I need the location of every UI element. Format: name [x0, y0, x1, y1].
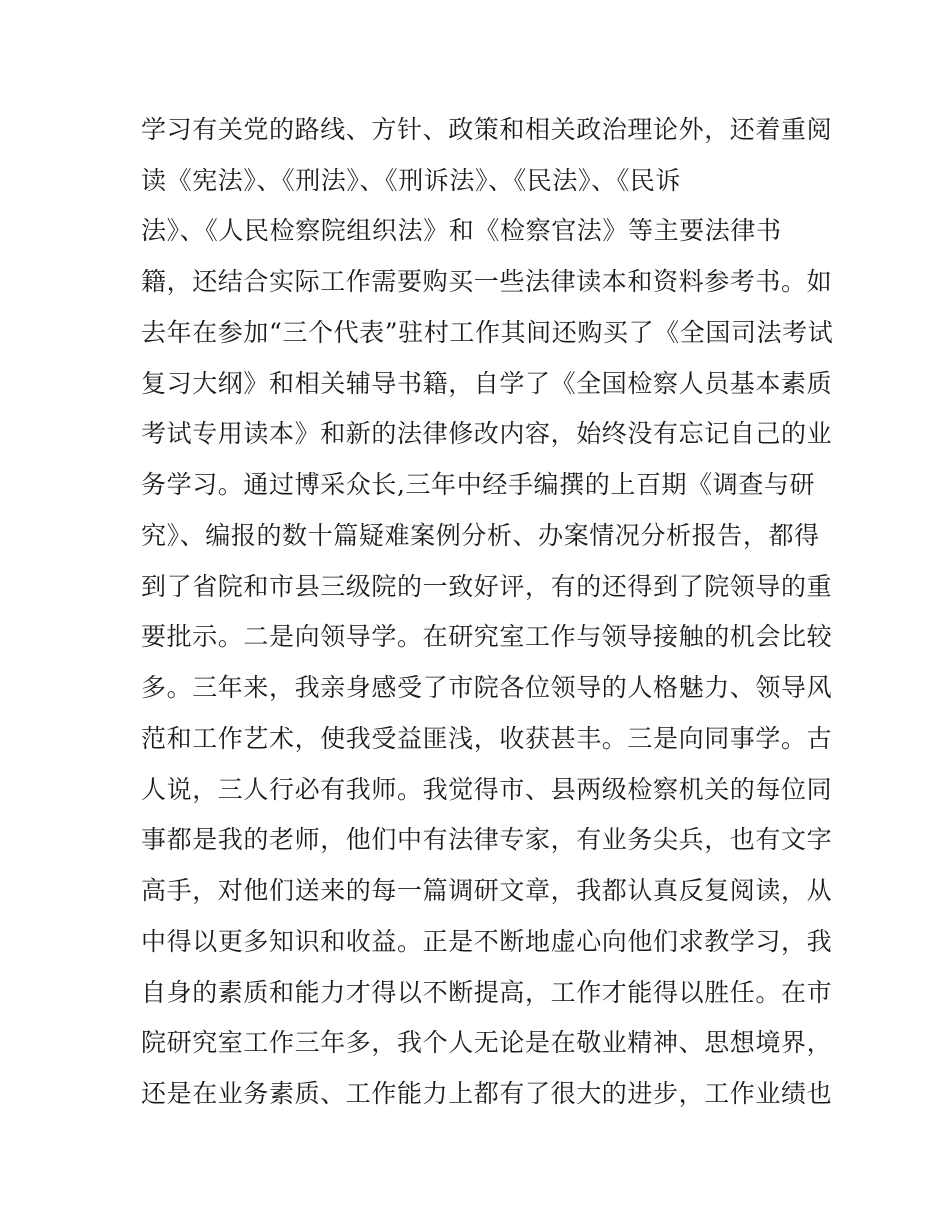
text-line: 还是在业务素质、工作能力上都有了很大的进步，工作业绩也: [141, 1079, 833, 1108]
text-line: 读《宪法》、《刑法》、《刑诉法》、《民法》、《民诉: [141, 166, 682, 195]
text-line: 自身的素质和能力才得以不断提高，工作才能得以胜任。在市: [141, 978, 833, 1007]
text-line: 范和工作艺术，使我受益匪浅，收获甚丰。三是向同事学。古: [141, 724, 833, 753]
text-line: 复习大纲》和相关辅导书籍，自学了《全国检察人员基本素质: [141, 369, 833, 398]
text-line: 中得以更多知识和收益。正是不断地虚心向他们求教学习，我: [141, 927, 833, 956]
text-line: 高手，对他们送来的每一篇调研文章，我都认真反复阅读，从: [141, 876, 833, 905]
text-line: 到了省院和市县三级院的一致好评，有的还得到了院领导的重: [141, 572, 833, 601]
text-line: 籍，还结合实际工作需要购买一些法律读本和资料参考书。如: [141, 267, 833, 296]
text-line: 事都是我的老师，他们中有法律专家，有业务尖兵，也有文字: [141, 825, 833, 854]
text-line: 务学习。通过博采众长,三年中经手编撰的上百期《调查与研: [141, 470, 816, 499]
text-line: 法》、《人民检察院组织法》和《检察官法》等主要法律书: [141, 216, 782, 245]
text-line: 院研究室工作三年多，我个人无论是在敬业精神、思想境界，: [141, 1028, 833, 1057]
text-line: 究》、编报的数十篇疑难案例分析、办案情况分析报告，都得: [141, 521, 820, 550]
text-line: 要批示。二是向领导学。在研究室工作与领导接触的机会比较: [141, 622, 833, 651]
text-line: 学习有关党的路线、方针、政策和相关政治理论外，还着重阅: [141, 115, 833, 144]
text-line: 考试专用读本》和新的法律修改内容，始终没有忘记自己的业: [141, 419, 833, 448]
text-line: 去年在参加“三个代表”驻村工作其间还购买了《全国司法考试: [141, 318, 834, 347]
text-line: 人说，三人行必有我师。我觉得市、县两级检察机关的每位同: [141, 775, 833, 804]
text-line: 多。三年来，我亲身感受了市院各位领导的人格魅力、领导风: [141, 673, 833, 702]
